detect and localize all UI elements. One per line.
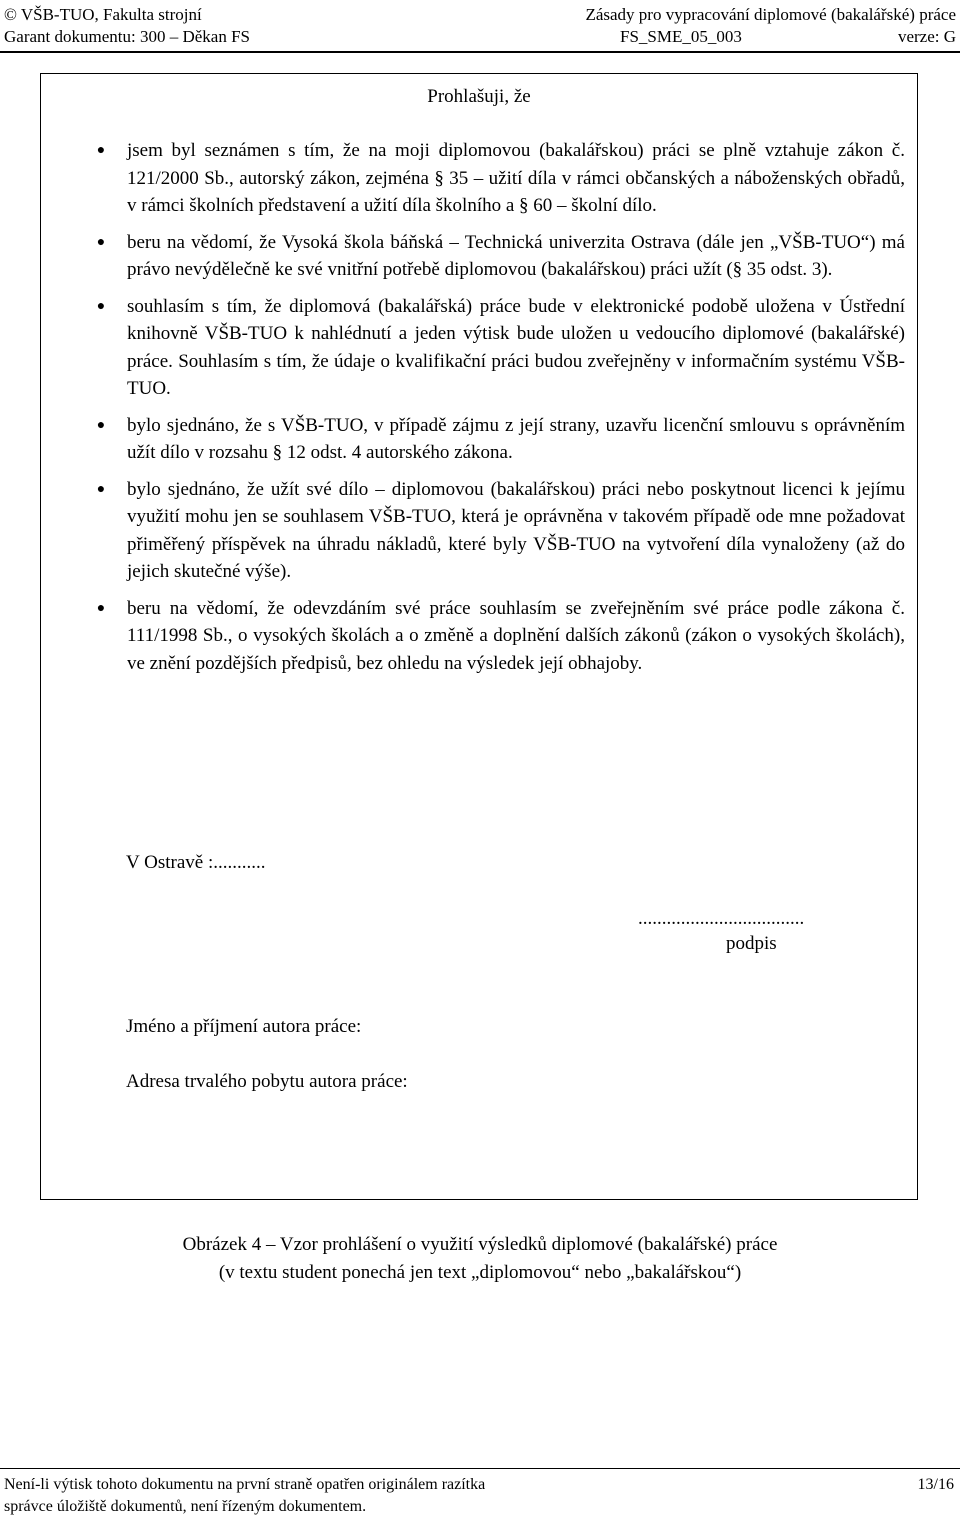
declaration-item xyxy=(41,293,917,403)
declaration-item-text: beru na vědomí, že Vysoká škola báňská – Technická univerzita Ostrava (dále jen „VŠB-TUO“) má právo nevýdělečně ke své vnitřní potřebě diplomovou (bakalářskou) práci užít (§ 35 odst. 3). xyxy=(127,231,905,280)
header-version: verze: G xyxy=(897,27,956,46)
declaration-list xyxy=(41,137,917,677)
header-document-code: FS_SME_05_003 xyxy=(620,27,742,46)
figure-caption-line-1: Obrázek 4 – Vzor prohlášení o využití výsledků diplomové (bakalářské) práce xyxy=(182,1234,778,1255)
declaration-title: Prohlašuji, že xyxy=(427,86,531,107)
footer-notice-line-1: Není-li výtisk tohoto dokumentu na první straně opatřen originálem razítka xyxy=(4,1476,486,1493)
author-address-label: Adresa trvalého pobytu autora práce: xyxy=(126,1071,408,1092)
declaration-item-text: bylo sjednáno, že užít své dílo – diplomovou (bakalářskou) práci nebo poskytnout licenci k jejímu využití mohu jen se souhlasem VŠB-TUO, která je oprávněna v takovém případě ode mne požadovat přiměřený příspěvek na úhradu nákladů, které byly VŠB-TUO na vytvoření díla vynaloženy (až do jejich skutečné výše). xyxy=(127,478,905,582)
header-organization: © VŠB-TUO, Fakulta strojní xyxy=(4,5,202,24)
footer-notice-line-2: správce úložiště dokumentů, není řízeným dokumentem. xyxy=(4,1498,367,1515)
declaration-item xyxy=(41,229,917,284)
bullet-icon: ● xyxy=(96,481,106,497)
signature-line: ................................... xyxy=(638,908,805,929)
figure-caption xyxy=(0,1231,960,1287)
bullet-icon: ● xyxy=(96,143,106,158)
author-name-label: Jméno a příjmení autora práce: xyxy=(126,1016,362,1037)
header-divider xyxy=(0,51,960,53)
bullet-icon: ● xyxy=(96,600,106,616)
declaration-item-text: bylo sjednáno, že s VŠB-TUO, v případě zájmu z její strany, uzavřu licenční smlouvu s oprávněním užít dílo v rozsahu § 12 odst. 4 autorského zákona. xyxy=(127,414,905,463)
page-header-line-2 xyxy=(0,24,960,49)
declaration-item xyxy=(41,476,917,586)
signature-label: podpis xyxy=(726,933,777,954)
declaration-item-text: souhlasím s tím, že diplomová (bakalářská) práce bude v elektronické podobě uložena v Ústřední knihovně VŠB-TUO k nahlédnutí a jeden výtisk bude uložen u vedoucího diplomové (bakalářské) práce. Souhlasím s tím, že údaje o kvalifikační práci budou zveřejněny v informačním systému VŠB-TUO. xyxy=(127,295,905,399)
declaration-item-text: jsem byl seznámen s tím, že na moji diplomovou (bakalářskou) práci se plně vztahuje zákon č. 121/2000 Sb., autorský zákon, zejména § 35 – užití díla v rámci občanských a náboženských obřadů, v rámci školních představení a užití díla školního a § 60 – školní dílo. xyxy=(127,140,905,216)
figure-caption-line-2: (v textu student ponechá jen text „diplomovou“ nebo „bakalářskou“) xyxy=(218,1262,742,1283)
declaration-item xyxy=(41,137,917,220)
declaration-item-text: beru na vědomí, že odevzdáním své práce souhlasím se zveřejněním své práce podle zákona č. 111/1998 Sb., o vysokých školách a o změně a doplnění dalších zákonů (zákon o vysokých školách), ve znění pozdějších předpisů, bez ohledu na výsledek její obhajoby. xyxy=(127,597,905,674)
declaration-item xyxy=(41,595,917,678)
declaration-item xyxy=(41,412,917,467)
place-date-field: V Ostravě :........... xyxy=(126,852,266,873)
page-number: 13/16 xyxy=(917,1476,954,1493)
header-document-title: Zásady pro vypracování diplomové (bakalářské) práce xyxy=(585,5,956,24)
header-guarantor: Garant dokumentu: 300 – Děkan FS xyxy=(4,27,250,46)
bullet-icon: ● xyxy=(96,234,106,250)
bullet-icon: ● xyxy=(96,298,106,314)
bullet-icon: ● xyxy=(96,417,106,433)
footer-divider xyxy=(0,1468,960,1469)
